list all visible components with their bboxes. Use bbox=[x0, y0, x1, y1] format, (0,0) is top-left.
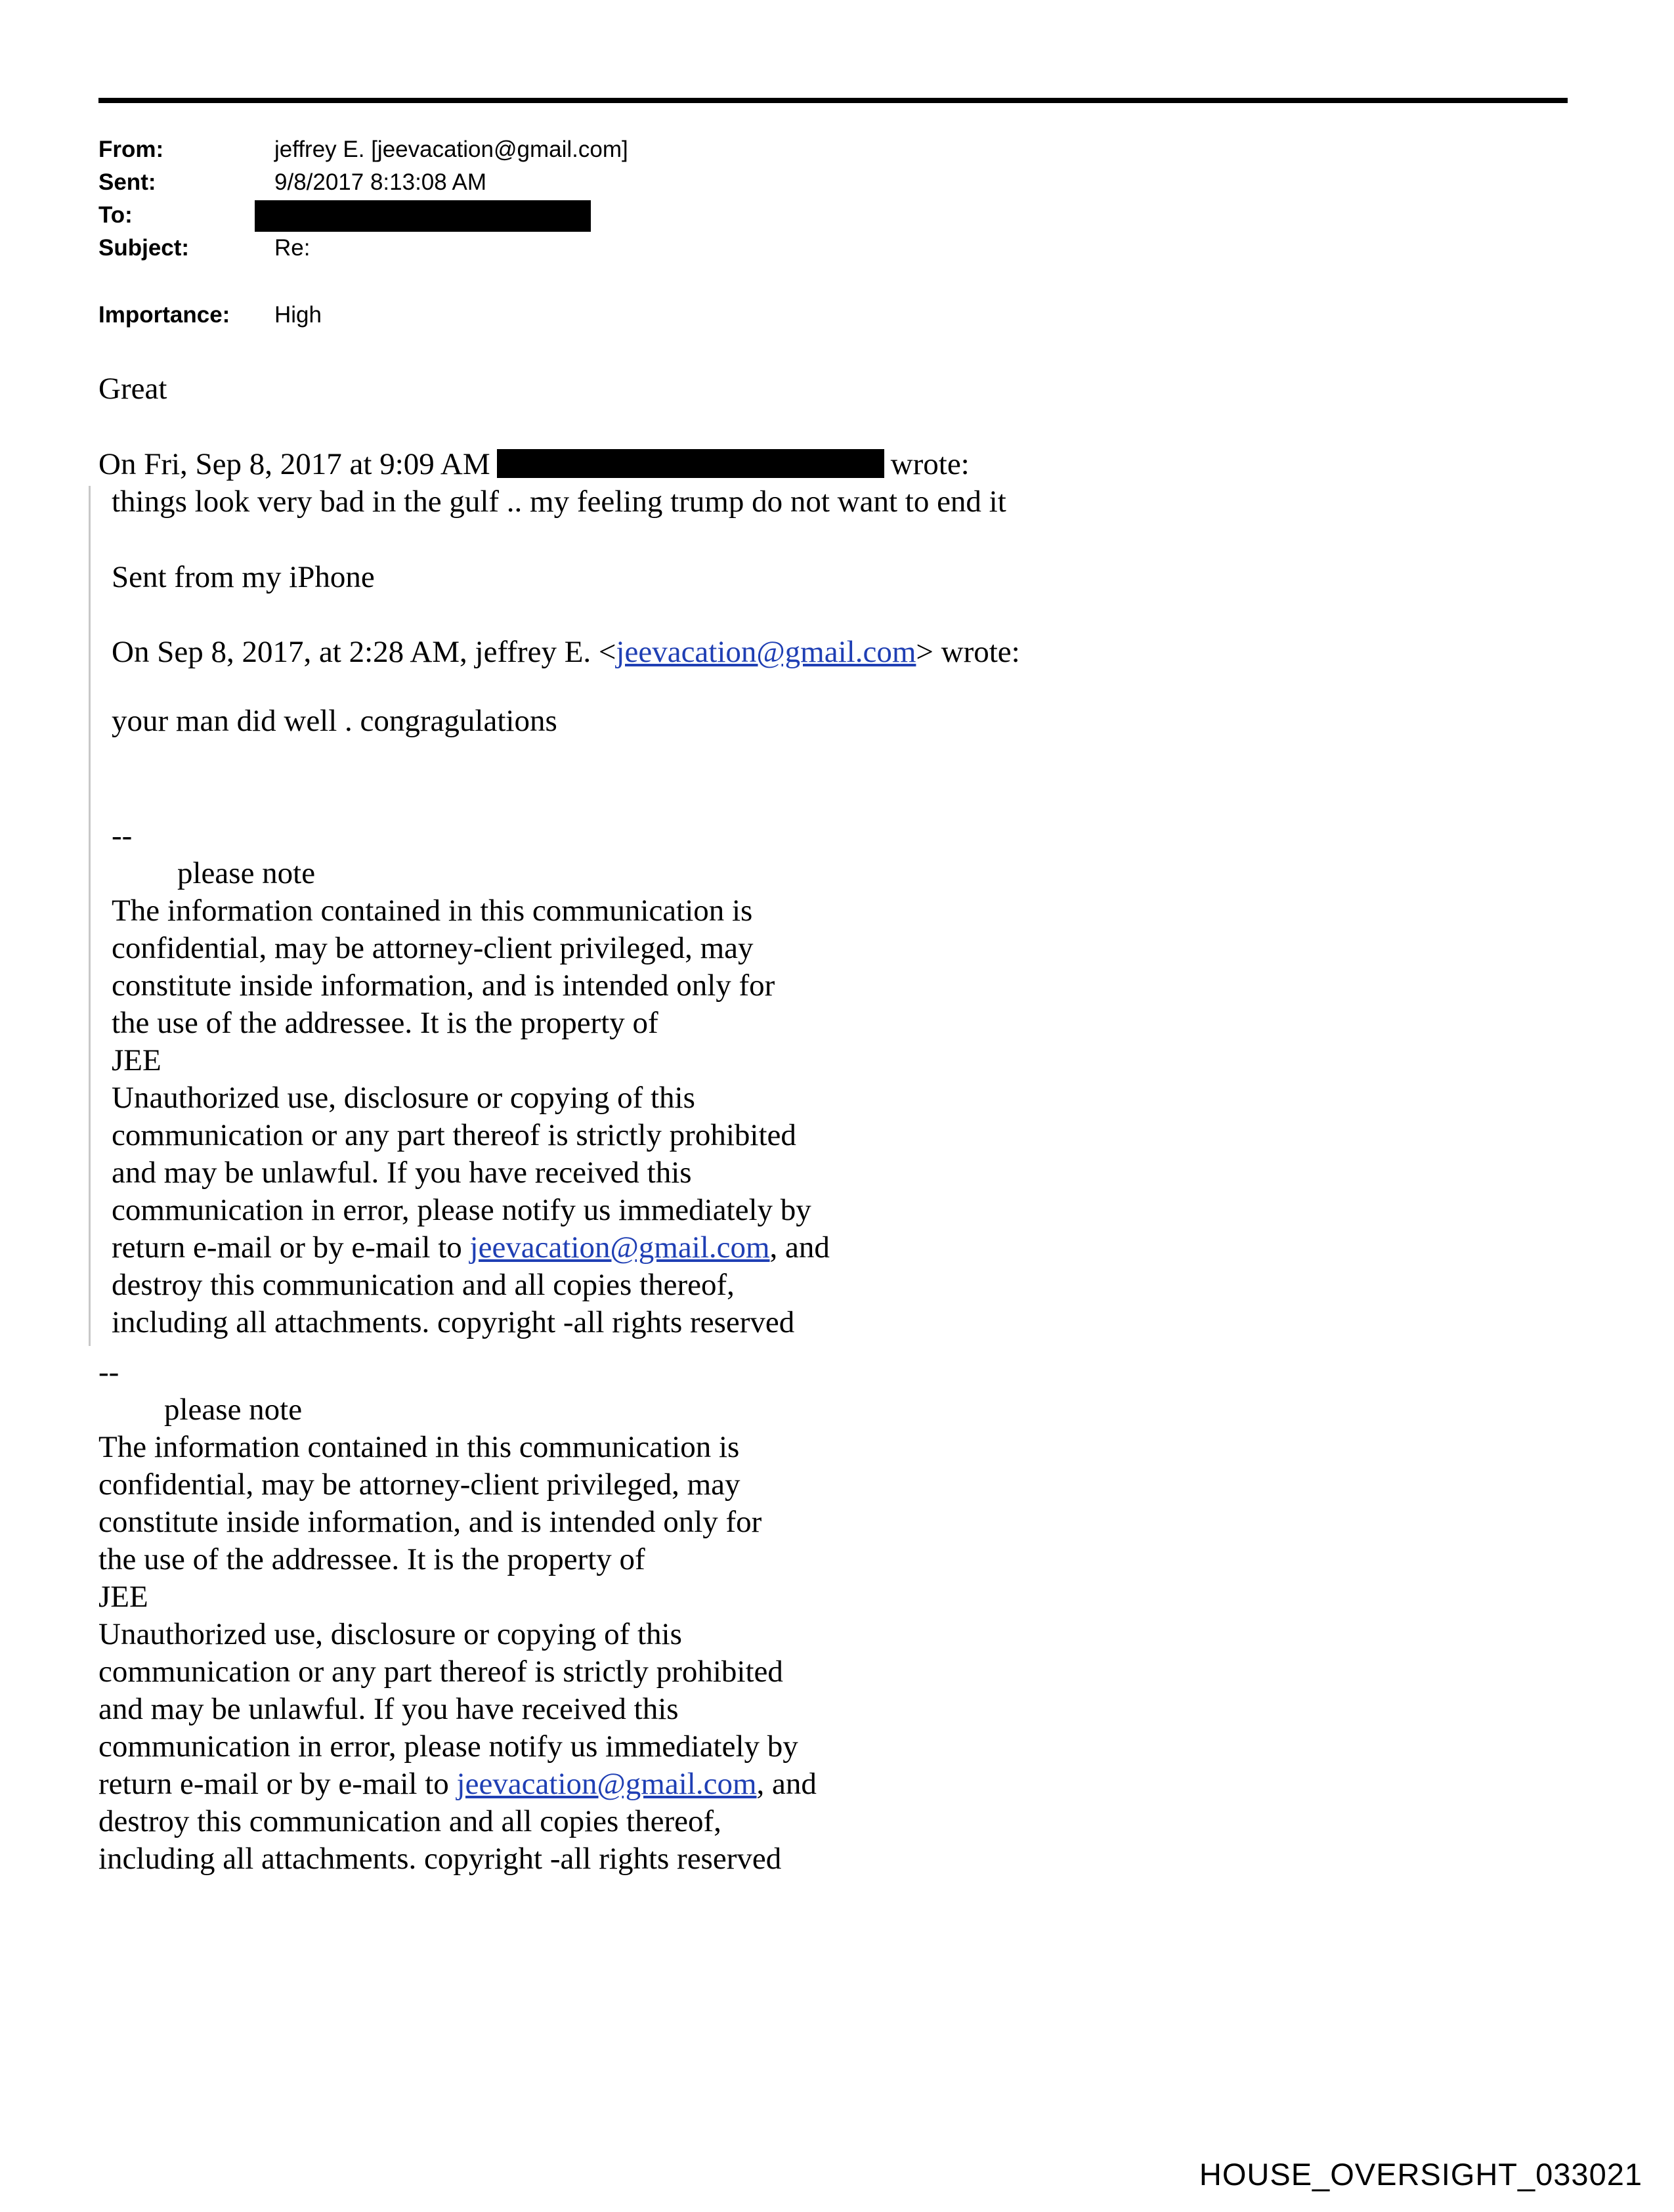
sent-value: 9/8/2017 8:13:08 AM bbox=[274, 169, 487, 195]
email-link[interactable]: jeevacation@gmail.com bbox=[469, 1230, 770, 1265]
disclaimer-line: communication or any part thereof is strictly prohibited bbox=[112, 1118, 796, 1152]
disclaimer-line: JEE bbox=[98, 1580, 148, 1614]
disclaimer-line: and may be unlawful. If you have received this bbox=[112, 1156, 692, 1190]
disclaimer-line bbox=[98, 1766, 817, 1803]
disclaimer-line: the use of the addressee. It is the property of bbox=[112, 1006, 658, 1040]
disclaimer-line-prefix: return e-mail or by e-mail to bbox=[98, 1767, 457, 1801]
quote1-intro bbox=[98, 446, 970, 482]
disclaimer-please-note: please note bbox=[177, 856, 316, 890]
email-link[interactable]: jeevacation@gmail.com bbox=[456, 1767, 757, 1801]
redaction-box bbox=[255, 200, 591, 232]
from-value: jeffrey E. [jeevacation@gmail.com] bbox=[274, 137, 628, 162]
quote2-intro-suffix: > wrote: bbox=[916, 635, 1020, 669]
email-link[interactable]: jeevacation@gmail.com bbox=[616, 635, 916, 669]
disclaimer-line: and may be unlawful. If you have received this bbox=[98, 1692, 679, 1726]
quote1-intro-prefix: On Fri, Sep 8, 2017 at 9:09 AM bbox=[98, 447, 490, 481]
disclaimer-please-note: please note bbox=[164, 1393, 303, 1427]
disclaimer-line: including all attachments. copyright -all rights reserved bbox=[98, 1842, 782, 1876]
from-label: From: bbox=[98, 137, 164, 162]
disclaimer-line: the use of the addressee. It is the property of bbox=[98, 1542, 645, 1576]
subject-value: Re: bbox=[274, 235, 311, 261]
importance-value: High bbox=[274, 302, 322, 328]
quote2-intro-prefix: On Sep 8, 2017, at 2:28 AM, jeffrey E. < bbox=[112, 635, 616, 669]
disclaimer-line: communication in error, please notify us immediately by bbox=[112, 1193, 811, 1227]
disclaimer-line: The information contained in this communication is bbox=[98, 1430, 740, 1464]
importance-label: Importance: bbox=[98, 302, 230, 328]
quote-bar bbox=[89, 486, 91, 1346]
disclaimer-line: destroy this communication and all copies thereof, bbox=[98, 1804, 721, 1838]
disclaimer-line: including all attachments. copyright -all rights reserved bbox=[112, 1305, 795, 1339]
quote2-text: your man did well . congragulations bbox=[112, 704, 557, 738]
quote2-intro bbox=[112, 634, 1020, 670]
disclaimer-line: constitute inside information, and is intended only for bbox=[112, 968, 775, 1003]
redaction-box bbox=[497, 449, 884, 478]
disclaimer-line: communication in error, please notify us immediately by bbox=[98, 1729, 798, 1764]
reply-text: Great bbox=[98, 372, 167, 406]
quoted-disclaimer bbox=[112, 817, 830, 1341]
disclaimer-separator: -- bbox=[112, 819, 133, 853]
to-label: To: bbox=[98, 202, 133, 228]
quote1-text: things look very bad in the gulf .. my feeling trump do not want to end it bbox=[112, 485, 1006, 519]
subject-label: Subject: bbox=[98, 235, 190, 261]
sent-label: Sent: bbox=[98, 169, 156, 195]
disclaimer-line: Unauthorized use, disclosure or copying of this bbox=[112, 1081, 695, 1115]
quote1-signature: Sent from my iPhone bbox=[112, 560, 375, 594]
bates-number: HOUSE_OVERSIGHT_033021 bbox=[1199, 2157, 1642, 2192]
disclaimer-line: The information contained in this communication is bbox=[112, 894, 753, 928]
disclaimer-line: confidential, may be attorney-client privileged, may bbox=[112, 931, 754, 965]
disclaimer-line: JEE bbox=[112, 1043, 161, 1077]
outer-disclaimer bbox=[98, 1354, 817, 1878]
disclaimer-line bbox=[112, 1229, 830, 1267]
disclaimer-line-suffix: , and bbox=[769, 1230, 830, 1265]
disclaimer-separator: -- bbox=[98, 1355, 119, 1389]
top-rule bbox=[98, 98, 1568, 103]
disclaimer-line-suffix: , and bbox=[756, 1767, 817, 1801]
disclaimer-line: destroy this communication and all copies thereof, bbox=[112, 1268, 735, 1302]
disclaimer-line: communication or any part thereof is strictly prohibited bbox=[98, 1655, 783, 1689]
disclaimer-line: constitute inside information, and is intended only for bbox=[98, 1505, 762, 1539]
quote1-intro-suffix: wrote: bbox=[890, 447, 970, 481]
disclaimer-line-prefix: return e-mail or by e-mail to bbox=[112, 1230, 470, 1265]
disclaimer-line: confidential, may be attorney-client privileged, may bbox=[98, 1467, 740, 1502]
disclaimer-line: Unauthorized use, disclosure or copying of this bbox=[98, 1617, 682, 1651]
